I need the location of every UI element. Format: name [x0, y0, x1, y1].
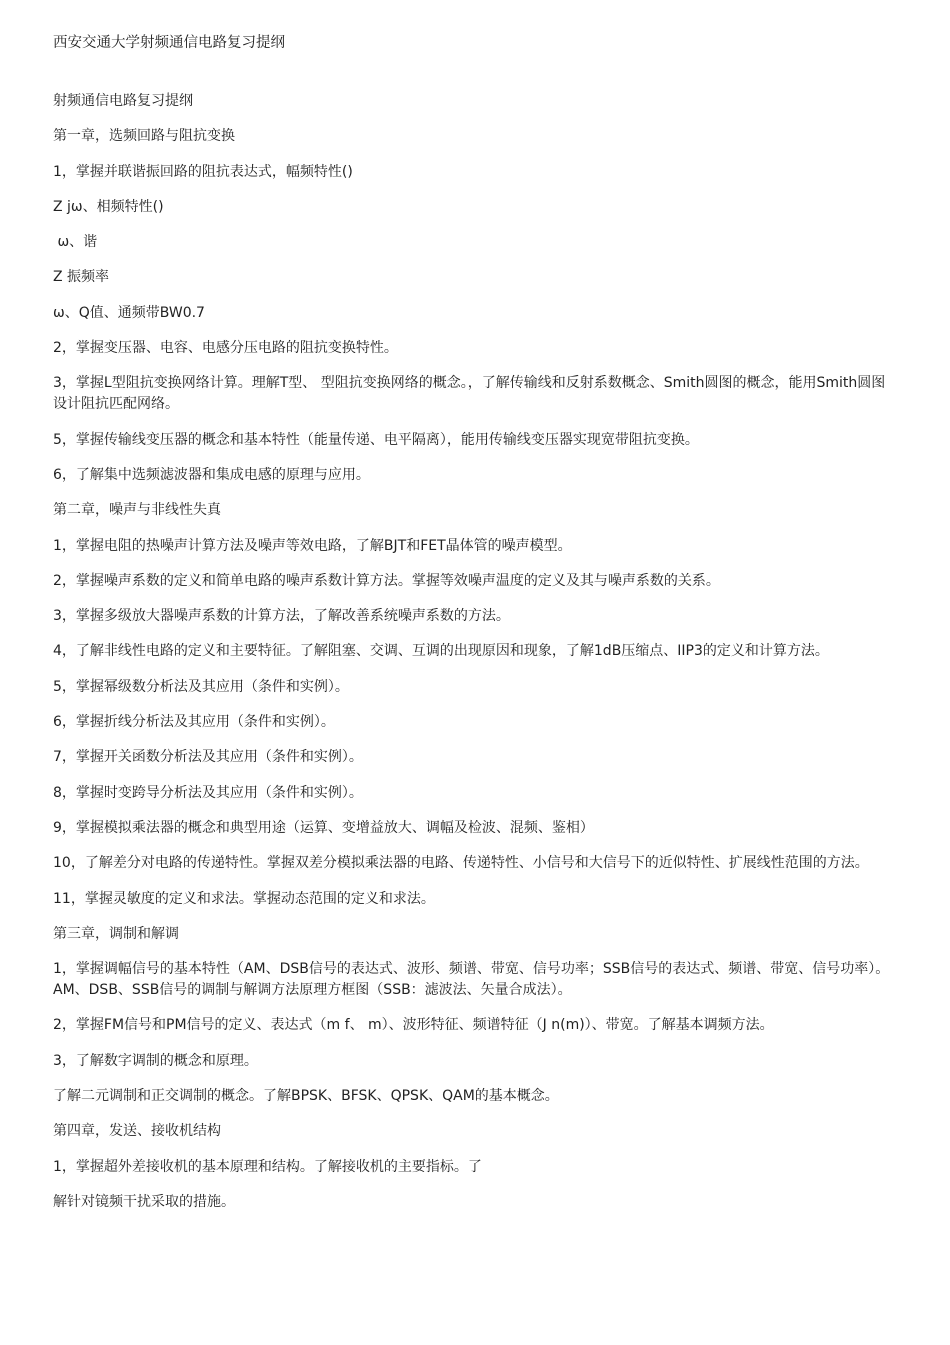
paragraph: 解针对镜频干扰采取的措施。: [53, 1193, 235, 1210]
document-header: 西安交通大学射频通信电路复习提纲: [53, 35, 285, 51]
paragraph: 10，了解差分对电路的传递特性。掌握双差分模拟乘法器的电路、传递特性、小信号和大信号下的近似特性、扩展线性范围的方法。: [53, 855, 869, 872]
chapter-1-heading: 第一章，选频回路与阻抗变换: [53, 128, 235, 145]
paragraph: 9，掌握模拟乘法器的概念和典型用途（运算、变增益放大、调幅及检波、混频、鉴相）: [53, 819, 594, 836]
paragraph: Z jω、相频特性(): [53, 198, 164, 215]
paragraph: 1，掌握调幅信号的基本特性（AM、DSB信号的表达式、波形、频谱、带宽、信号功率；SSB信号的表达式、频谱、带宽、信号功率）。AM、DSB、SSB信号的调制与解调方法原理方框图（SSB：滤波法、矢量合成法）。: [53, 961, 890, 999]
paragraph: 11，掌握灵敏度的定义和求法。掌握动态范围的定义和求法。: [53, 890, 435, 907]
document-body: [53, 91, 898, 1227]
paragraph: 2，掌握噪声系数的定义和简单电路的噪声系数计算方法。掌握等效噪声温度的定义及其与噪声系数的关系。: [53, 572, 720, 589]
chapter-3-heading: 第三章，调制和解调: [53, 925, 179, 942]
paragraph: 4，了解非线性电路的定义和主要特征。了解阻塞、交调、互调的出现原因和现象，了解1dB压缩点、IIP3的定义和计算方法。: [53, 643, 829, 660]
chapter-2-heading: 第二章，噪声与非线性失真: [53, 502, 221, 519]
paragraph: 1，掌握并联谐振回路的阻抗表达式，幅频特性(): [53, 163, 353, 180]
paragraph: 7，掌握开关函数分析法及其应用（条件和实例）。: [53, 749, 363, 766]
paragraph: 3，了解数字调制的概念和原理。: [53, 1052, 258, 1069]
paragraph: 6，了解集中选频滤波器和集成电感的原理与应用。: [53, 466, 370, 483]
paragraph: 5，掌握传输线变压器的概念和基本特性（能量传递、电平隔离），能用传输线变压器实现宽带阻抗变换。: [53, 431, 699, 448]
chapter-4-heading: 第四章，发送、接收机结构: [53, 1123, 221, 1140]
paragraph: 了解二元调制和正交调制的概念。了解BPSK、BFSK、QPSK、QAM的基本概念。: [53, 1088, 559, 1105]
paragraph: 5，掌握幂级数分析法及其应用（条件和实例）。: [53, 678, 349, 695]
paragraph: 1，掌握电阻的热噪声计算方法及噪声等效电路，了解BJT和FET晶体管的噪声模型。: [53, 537, 572, 554]
paragraph: 1，掌握超外差接收机的基本原理和结构。了解接收机的主要指标。了: [53, 1158, 482, 1175]
paragraph: ω、谐: [53, 234, 98, 251]
outline-title: 射频通信电路复习提纲: [53, 93, 193, 109]
paragraph: 6，掌握折线分析法及其应用（条件和实例）。: [53, 714, 335, 731]
paragraph: 2，掌握变压器、电容、电感分压电路的阻抗变换特性。: [53, 340, 398, 357]
paragraph: 2，掌握FM信号和PM信号的定义、表达式（m f、 m）、波形特征、频谱特征（J n(m)）、带宽。了解基本调频方法。: [53, 1017, 774, 1034]
paragraph: 8，掌握时变跨导分析法及其应用（条件和实例）。: [53, 784, 363, 801]
paragraph: Z 振频率: [53, 269, 110, 286]
paragraph: 3，掌握多级放大器噪声系数的计算方法，了解改善系统噪声系数的方法。: [53, 608, 510, 625]
paragraph: ω、Q值、通频带BW0.7: [53, 304, 205, 321]
paragraph: 3，掌握L型阻抗变换网络计算。理解T型、 型阻抗变换网络的概念。，了解传输线和反射系数概念、Smith圆图的概念，能用Smith圆图设计阻抗匹配网络。: [53, 375, 886, 413]
